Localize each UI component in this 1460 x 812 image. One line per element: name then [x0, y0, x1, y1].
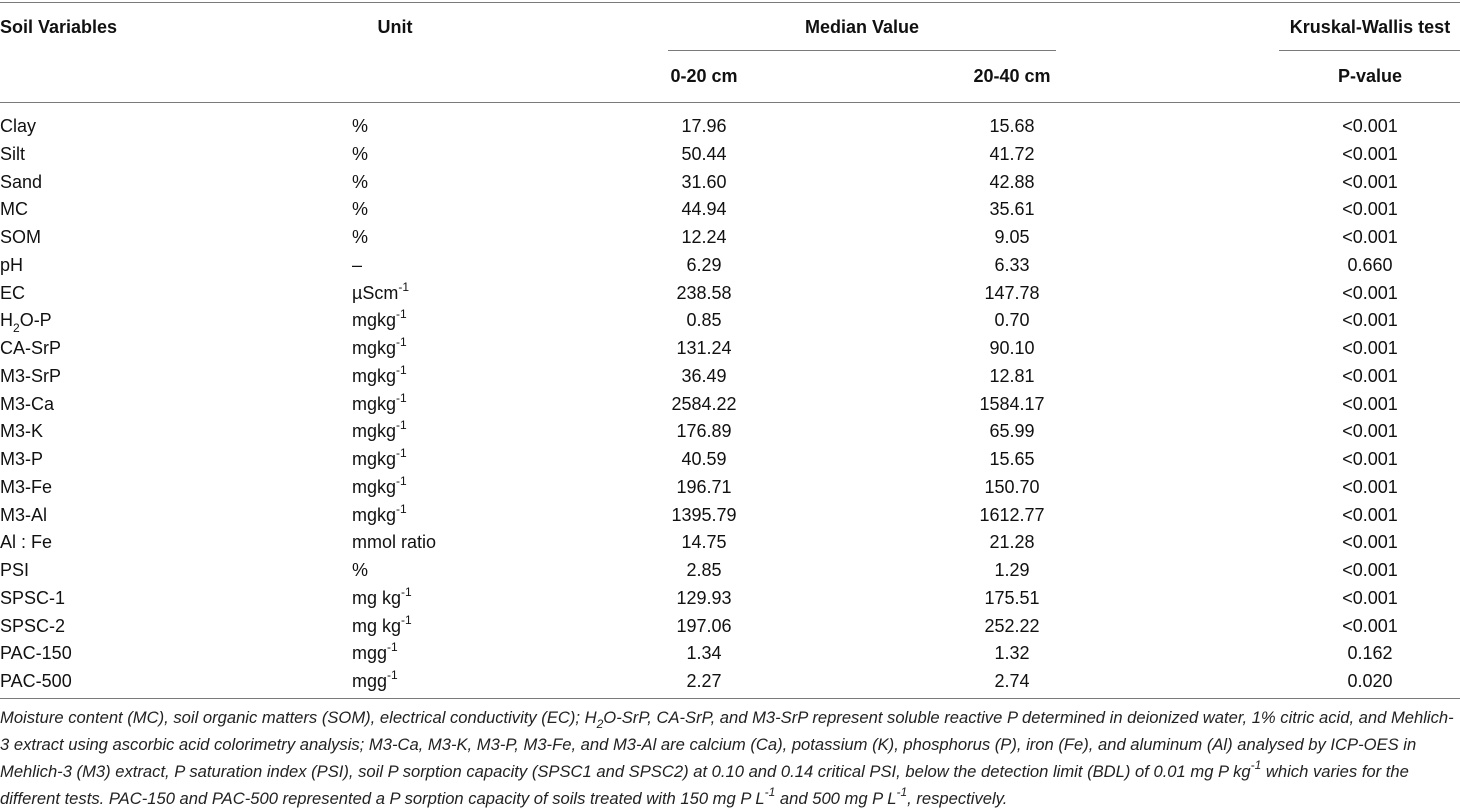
table-row	[0, 279, 1460, 310]
table-row	[0, 448, 1460, 476]
cell-unit: %	[352, 227, 369, 247]
cell-median-0-20: 197.06	[676, 615, 732, 636]
cell-median-20-40: 41.72	[989, 143, 1035, 164]
cell-median-20-40: 2.74	[994, 671, 1030, 691]
cell-median-20-40: 35.61	[989, 199, 1035, 220]
cell-median-20-40: 65.99	[989, 421, 1035, 442]
cell-unit: µScm$^{-1}$	[352, 279, 410, 303]
cell-unit: mgkg$^{-1}$	[352, 307, 407, 331]
cell-p-value: <0.001	[1342, 587, 1398, 608]
table-row	[0, 584, 1460, 615]
table-row	[0, 226, 1460, 254]
header-median-value: Median Value	[804, 17, 920, 37]
cell-soil-variable: $H_2O-P$	[0, 310, 52, 335]
cell-p-value: <0.001	[1342, 615, 1398, 636]
cell-median-0-20: 2584.22	[671, 393, 737, 414]
cell-median-0-20: 2.85	[686, 560, 722, 580]
cell-unit: mgkg$^{-1}$	[352, 501, 407, 525]
cell-p-value: <0.001	[1342, 338, 1398, 358]
cell-soil-variable: EC	[0, 282, 26, 303]
cell-median-20-40: 0.70	[994, 310, 1030, 331]
cell-p-value: <0.001	[1342, 393, 1398, 414]
cell-soil-variable: CA-SrP	[0, 338, 62, 358]
cell-unit: mg $kg^{-1}$	[352, 584, 412, 608]
cell-unit: %	[352, 560, 369, 580]
cell-p-value: <0.001	[1342, 282, 1398, 303]
header-depth-20-40: 20-40 cm	[973, 66, 1051, 86]
cell-median-20-40: 15.68	[989, 116, 1035, 136]
cell-p-value: <0.001	[1342, 310, 1398, 331]
cell-soil-variable: Sand	[0, 171, 43, 192]
header-depth-0-20: 0-20 cm	[670, 66, 738, 86]
cell-median-0-20: 50.44	[681, 143, 727, 164]
header-p-value: P-value	[1337, 66, 1403, 86]
cell-unit: mgkg$^{-1}$	[352, 362, 407, 386]
cell-soil-variable: SPSC-1	[0, 587, 66, 608]
cell-median-20-40: 90.10	[989, 338, 1035, 358]
cell-median-0-20: 36.49	[681, 365, 727, 386]
cell-median-20-40: 150.70	[984, 476, 1040, 497]
table-row	[0, 473, 1460, 504]
table-row	[0, 309, 1460, 337]
table-footnote: Moisture content (MC), soil organic matters (SOM), electrical conductivity (EC); $H_2O$-SrP, CA-SrP, and M3-SrP represent soluble reactive P determined in deionized water, 1% citric acid, and Mehlich-3 extract using ascorbic acid colorimetry analysis; M3-Ca, M3-K, M3-P, M3-Fe, and M3-Al are calcium (Ca), potassium (K), phosphorus (P), iron (Fe), and aluminum (Al) analysed by ICP-OES in Mehlich-3 (M3) extract, P saturation index (PSI), soil P sorption capacity (SPSC1 and SPSC2) at 0.10 and 0.14 critical PSI, below the detection limit (BDL) of 0.01 mg P $kg^{-1}$ which varies for the different tests. PAC-150 and PAC-500 represented a P sorption capacity of soils treated with 150 mg P $L^{-1}$ and 500 mg P $L^{-1}$, respectively.	[0, 708, 1454, 808]
cell-p-value: <0.001	[1342, 199, 1398, 220]
cell-unit: mgkg$^{-1}$	[352, 473, 407, 497]
cell-soil-variable: M3-SrP	[0, 365, 62, 386]
cell-soil-variable: Silt	[0, 143, 26, 164]
table-row	[0, 670, 1460, 698]
cell-unit: %	[352, 171, 369, 192]
cell-median-0-20: 14.75	[681, 532, 727, 553]
cell-soil-variable: Al : Fe	[0, 532, 53, 553]
table-row	[0, 115, 1460, 143]
cell-median-20-40: 1.32	[994, 643, 1030, 664]
header-unit: Unit	[377, 17, 413, 37]
header-soil-variables: Soil Variables	[0, 17, 118, 37]
cell-median-0-20: 0.85	[686, 310, 722, 331]
table-row	[0, 362, 1460, 393]
cell-unit: %	[352, 199, 369, 220]
cell-soil-variable: SPSC-2	[0, 615, 66, 636]
table-row	[0, 390, 1460, 421]
cell-p-value: <0.001	[1342, 171, 1398, 192]
cell-soil-variable: M3-Al	[0, 504, 48, 525]
cell-median-20-40: 21.28	[989, 532, 1035, 553]
cell-p-value: <0.001	[1342, 365, 1398, 386]
cell-median-0-20: 129.93	[676, 587, 732, 608]
cell-soil-variable: M3-Fe	[0, 476, 53, 497]
cell-median-0-20: 31.60	[681, 171, 727, 192]
table-row	[0, 612, 1460, 643]
table-row	[0, 420, 1460, 448]
table-row	[0, 254, 1460, 282]
cell-unit: mg $kg^{-1}$	[352, 612, 412, 636]
cell-unit: mgkg$^{-1}$	[352, 418, 407, 442]
cell-median-0-20: 6.29	[686, 254, 722, 275]
cell-median-20-40: 15.65	[989, 449, 1035, 469]
cell-p-value: <0.001	[1342, 476, 1398, 497]
cell-median-0-20: 40.59	[681, 449, 727, 469]
cell-median-20-40: 6.33	[994, 254, 1030, 275]
cell-unit: mgg$^{-1}$	[352, 668, 398, 691]
cell-p-value: 0.162	[1347, 643, 1393, 664]
cell-p-value: <0.001	[1342, 421, 1398, 442]
cell-p-value: <0.001	[1342, 143, 1398, 164]
cell-p-value: 0.660	[1347, 254, 1393, 275]
cell-median-20-40: 42.88	[989, 171, 1035, 192]
cell-p-value: <0.001	[1342, 560, 1398, 580]
header-kruskal-wallis: Kruskal-Wallis test	[1289, 17, 1451, 37]
cell-soil-variable: pH	[0, 254, 24, 275]
table-row	[0, 531, 1460, 559]
cell-unit: mmol ratio	[352, 532, 437, 553]
cell-p-value: <0.001	[1342, 227, 1398, 247]
cell-soil-variable: M3-Ca	[0, 393, 55, 414]
cell-unit: mgg$^{-1}$	[352, 640, 398, 664]
cell-median-0-20: 2.27	[686, 671, 722, 691]
cell-soil-variable: PAC-150	[0, 643, 72, 664]
cell-median-20-40: 175.51	[984, 587, 1040, 608]
cell-soil-variable: Clay	[0, 116, 37, 136]
cell-p-value: <0.001	[1342, 532, 1398, 553]
cell-median-0-20: 17.96	[681, 116, 727, 136]
cell-p-value: <0.001	[1342, 449, 1398, 469]
table-row	[0, 642, 1460, 670]
cell-median-20-40: 1584.17	[979, 393, 1045, 414]
cell-soil-variable: PAC-500	[0, 671, 72, 691]
cell-soil-variable: PSI	[0, 560, 30, 580]
table-row	[0, 337, 1460, 365]
table-row	[0, 559, 1460, 587]
cell-unit: mgkg$^{-1}$	[352, 446, 407, 469]
cell-median-20-40: 12.81	[989, 365, 1035, 386]
cell-soil-variable: MC	[0, 199, 28, 220]
cell-median-0-20: 44.94	[681, 199, 727, 220]
cell-median-0-20: 196.71	[676, 476, 732, 497]
cell-median-20-40: 1612.77	[979, 504, 1045, 525]
cell-unit: –	[352, 254, 363, 275]
cell-median-0-20: 12.24	[681, 227, 727, 247]
cell-median-0-20: 238.58	[676, 282, 732, 303]
cell-unit: %	[352, 143, 369, 164]
cell-soil-variable: M3-P	[0, 449, 44, 469]
cell-median-0-20: 1.34	[686, 643, 722, 664]
cell-median-0-20: 176.89	[676, 421, 732, 442]
cell-unit: mgkg$^{-1}$	[352, 335, 407, 358]
table-row	[0, 198, 1460, 226]
table-row	[0, 171, 1460, 199]
cell-p-value: <0.001	[1342, 504, 1398, 525]
cell-median-20-40: 252.22	[984, 615, 1040, 636]
cell-p-value: 0.020	[1347, 671, 1393, 691]
cell-unit: mgkg$^{-1}$	[352, 390, 407, 414]
cell-median-0-20: 131.24	[676, 338, 732, 358]
cell-median-20-40: 1.29	[994, 560, 1030, 580]
cell-median-20-40: 147.78	[984, 282, 1040, 303]
cell-soil-variable: SOM	[0, 227, 42, 247]
table-row	[0, 143, 1460, 171]
cell-soil-variable: M3-K	[0, 421, 44, 442]
cell-median-20-40: 9.05	[994, 227, 1030, 247]
table-row	[0, 501, 1460, 532]
cell-median-0-20: 1395.79	[671, 504, 737, 525]
cell-unit: %	[352, 116, 369, 136]
cell-p-value: <0.001	[1342, 116, 1398, 136]
